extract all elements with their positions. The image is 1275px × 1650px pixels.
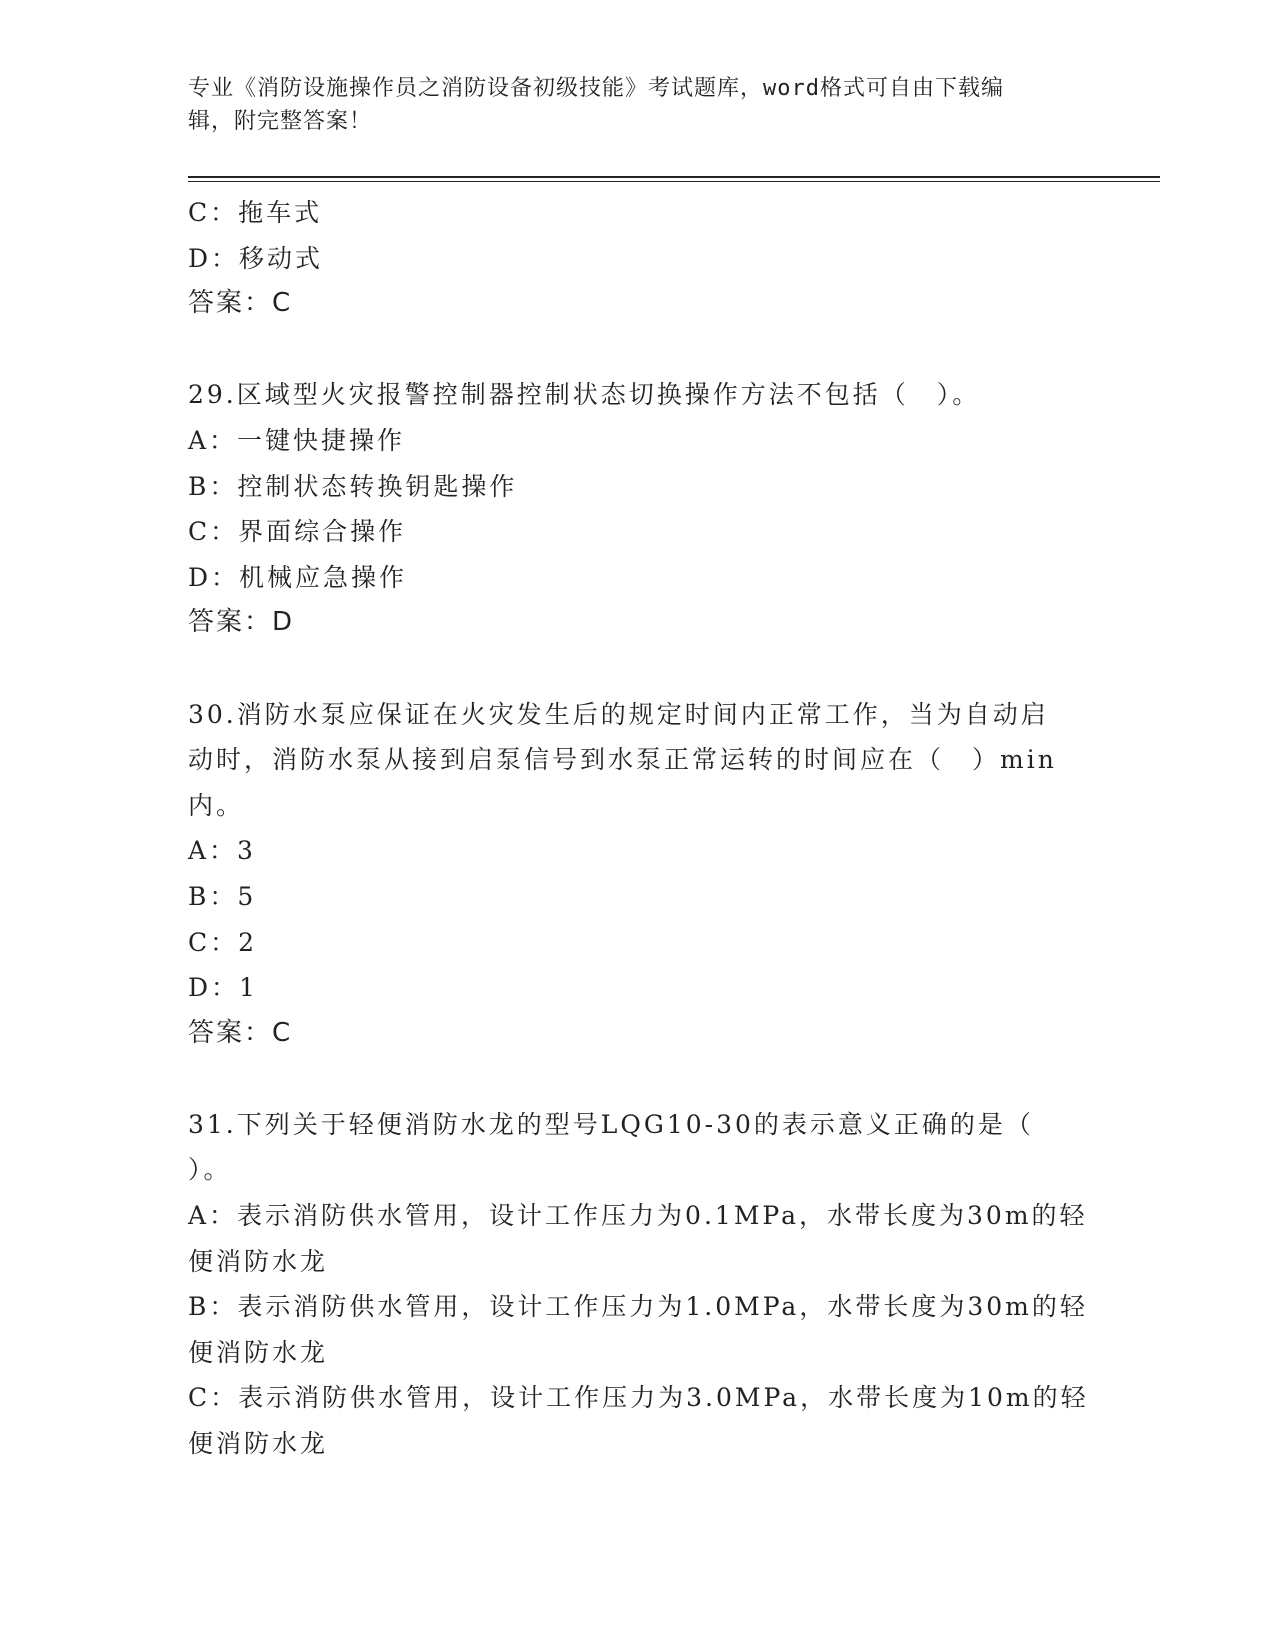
question-list: [188, 190, 1108, 1467]
option-b-line-1: B：表示消防供水管用，设计工作压力为1.0MPa，水带长度为30m的轻: [188, 1292, 1088, 1322]
option-d: D：1: [188, 973, 258, 1003]
question-text-line-1: 30.消防水泵应保证在火灾发生后的规定时间内正常工作，当为自动启: [188, 699, 1049, 729]
question-text-line-2: ）。: [188, 1155, 232, 1185]
document-header: [188, 72, 1088, 138]
question-block-28: [188, 190, 1108, 327]
option-b: B：5: [188, 881, 257, 911]
answer-line: 答案：C: [188, 288, 293, 319]
option-c-line-1: C：表示消防供水管用，设计工作压力为3.0MPa，水带长度为10m的轻: [188, 1383, 1089, 1413]
option-a-line-2: 便消防水龙: [188, 1246, 329, 1276]
question-block-30: [188, 692, 1108, 1057]
spacer: [188, 1056, 1108, 1102]
answer-line: 答案：D: [188, 607, 295, 638]
option-b: B：控制状态转换钥匙操作: [188, 471, 518, 501]
header-line-1: 专业《消防设施操作员之消防设备初级技能》考试题库，word格式可自由下载编: [188, 76, 1004, 101]
spacer: [188, 327, 1108, 373]
question-block-31: [188, 1102, 1108, 1467]
question-text-line-3: 内。: [188, 790, 245, 820]
header-divider-thick: [188, 176, 1160, 178]
option-b-line-2: 便消防水龙: [188, 1337, 329, 1367]
header-divider-thin: [188, 181, 1160, 182]
header-line-2: 辑，附完整答案！: [188, 109, 373, 134]
question-text-line-1: 31.下列关于轻便消防水龙的型号LQG10-30的表示意义正确的是（: [188, 1109, 1034, 1139]
option-d: D：机械应急操作: [188, 562, 408, 592]
option-a: A：一键快捷操作: [188, 425, 406, 455]
question-block-29: [188, 372, 1108, 646]
option-c: C：2: [188, 927, 258, 957]
option-c: C：拖车式: [188, 198, 323, 227]
question-text-line-2: 动时，消防水泵从接到启泵信号到水泵正常运转的时间应在（ ）min: [188, 745, 1057, 775]
option-a: A：3: [188, 836, 256, 866]
option-c: C：界面综合操作: [188, 517, 407, 547]
option-a-line-1: A：表示消防供水管用，设计工作压力为0.1MPa，水带长度为30m的轻: [188, 1201, 1088, 1231]
option-d: D：移动式: [188, 243, 324, 273]
spacer: [188, 646, 1108, 692]
option-c-line-2: 便消防水龙: [188, 1429, 329, 1459]
question-text: 29.区域型火灾报警控制器控制状态切换操作方法不包括（ ）。: [188, 380, 981, 410]
answer-line: 答案：C: [188, 1017, 293, 1048]
